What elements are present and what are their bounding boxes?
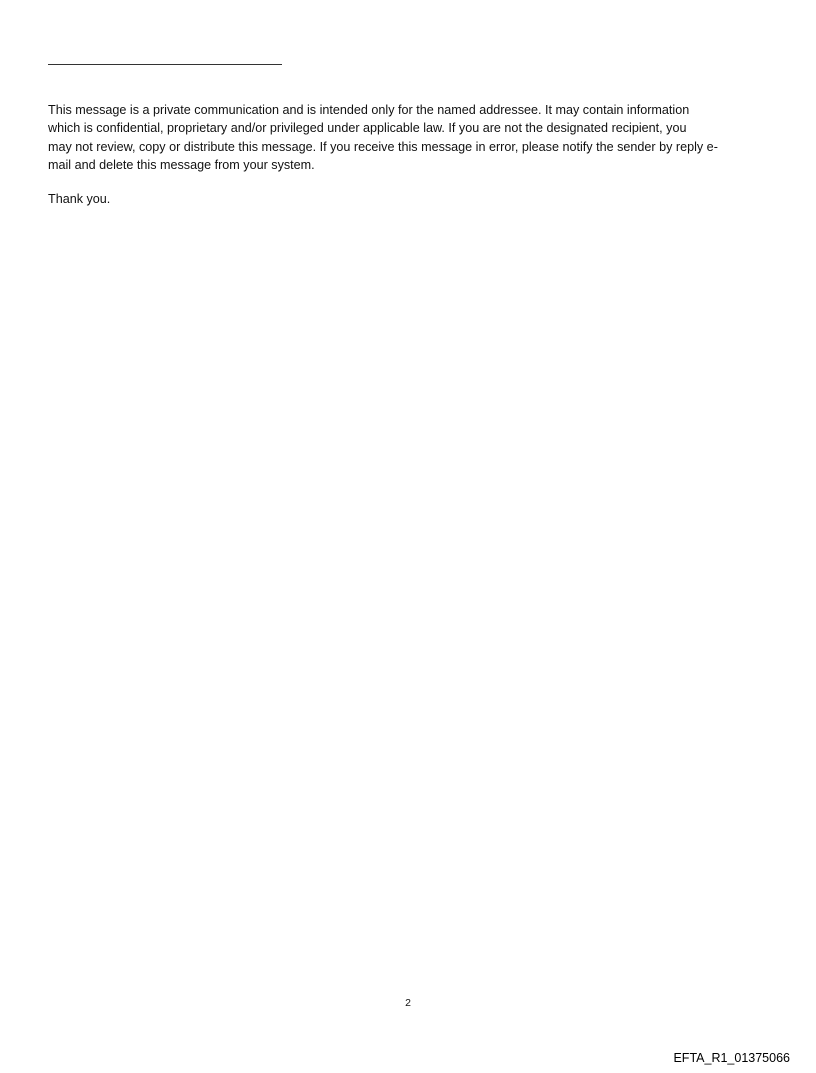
page-number: 2: [405, 997, 411, 1009]
bates-number: EFTA_R1_01375066: [673, 1051, 790, 1065]
closing-text: Thank you.: [48, 192, 111, 206]
confidentiality-disclaimer: This message is a private communication and is intended only for the named addressee. It may contain information which is confidential, proprietary and/or privileged under applicable law. If you are not the designated recipient, you may not review, copy or distribute this message. If you receive this message in error, please notify the sender by reply e- mail and delete this message from your system.: [48, 103, 718, 172]
signature-divider: [48, 64, 282, 65]
